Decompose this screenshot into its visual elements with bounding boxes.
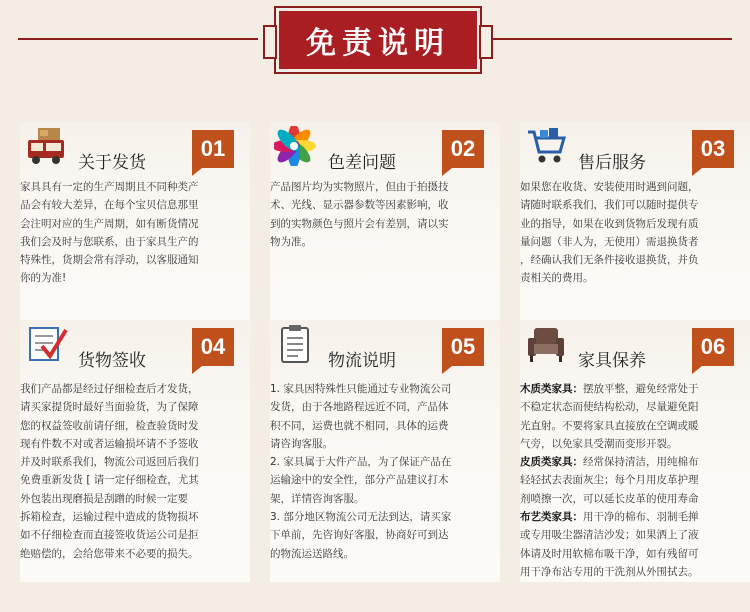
- card-body: [270, 178, 496, 251]
- body-line: 你的为准!: [20, 272, 67, 285]
- number-badge: 01: [192, 130, 234, 168]
- body-line: 3. 部分地区物流公司无法到达，请买家: [270, 511, 452, 524]
- card-maintenance: [520, 320, 750, 582]
- body-line: 如果您在收货、安装使用时遇到问题，: [520, 181, 699, 193]
- color-wheel-icon: [274, 126, 318, 166]
- delivery-truck-icon: [24, 126, 68, 166]
- body-line: 用干净布沾专用的干洗剂从外围拭去。: [520, 565, 699, 578]
- body-line: 请买家提货时最好当面验货，为了保障: [20, 401, 199, 414]
- body-line: 责相关的费用。: [520, 272, 594, 285]
- card-title: 物流说明: [328, 351, 396, 371]
- body-line: 会注明对应的生产周期，如有断货情况: [20, 217, 199, 230]
- body-line: 的物流运送路线。: [270, 547, 354, 560]
- body-line: 术、光线、显示器参数等因素影响，收: [270, 199, 449, 212]
- card-logistics: [270, 320, 500, 582]
- body-line-heading: 木质类家具：: [520, 383, 583, 395]
- card-title: 色差问题: [328, 153, 396, 173]
- body-line: 我们会及时与您联系，由于家具生产的: [20, 235, 199, 248]
- card-body: [520, 380, 746, 581]
- body-line: [520, 508, 746, 526]
- body-line: 并及时联系我们，物流公司返回后我们: [20, 456, 199, 469]
- body-line: 体请及时用软棉布吸干净，如有残留可: [520, 547, 699, 560]
- body-line: 如不仔细检查而直接签收货运公司是拒: [20, 529, 199, 542]
- body-line: 绝赔偿的，会给您带来不必要的损失。: [20, 547, 199, 560]
- body-line: 量问题（非人为，无使用）需退换货者: [520, 235, 699, 248]
- body-line-text: 经常保持清洁，用纯棉布: [583, 456, 699, 469]
- card-body: [520, 178, 746, 288]
- page-title: 免责说明: [306, 26, 450, 61]
- body-line: 我们产品都是经过仔细检查后才发货，: [20, 383, 199, 395]
- card-title: 货物签收: [78, 351, 146, 371]
- body-line: 到的实物颜色与照片会有差别，请以实: [270, 217, 449, 230]
- title-plaque: [276, 8, 480, 72]
- card-body: [20, 380, 246, 563]
- card-title: 关于发货: [78, 153, 146, 173]
- body-line: 品会有较大差异，在每个宝贝信息那里: [20, 199, 199, 212]
- body-line: 外包装出现磨损是刮蹭的时候一定要: [20, 492, 188, 505]
- body-line: 您的权益签收前请仔细，检查验货时发: [20, 419, 199, 432]
- card-title: 家具保养: [578, 351, 646, 371]
- body-line: 架，详情咨询客服。: [270, 492, 365, 505]
- body-line: 光直射。不要将家具直接放在空调或暖: [520, 419, 699, 432]
- shopping-cart-icon: [524, 126, 568, 166]
- body-line-text: 摆放平整，避免经常处于: [583, 383, 699, 395]
- body-line: 请咨询客服。: [270, 437, 333, 450]
- body-line: 或专用吸尘器清洁沙发；如果洒上了液: [520, 529, 699, 542]
- body-line: 轻轻拭去表面灰尘；每个月用皮革护理: [520, 474, 699, 487]
- body-line: 下单前，先咨询好客服，协商好可到达: [270, 529, 449, 542]
- clipboard-icon: [274, 324, 318, 364]
- card-body: [20, 178, 246, 288]
- body-line-heading: 布艺类家具：: [520, 511, 583, 524]
- body-line: 1. 家具因特殊性只能通过专业物流公司: [270, 383, 452, 395]
- card-receipt: [20, 320, 250, 582]
- body-line: ，经确认我们无条件接收退换货，并负: [520, 254, 699, 267]
- armchair-icon: [524, 324, 568, 364]
- body-line: 现有件数不对或者运输损坏请不予签收: [20, 437, 199, 450]
- number-badge: 03: [692, 130, 734, 168]
- checklist-icon: [24, 324, 68, 364]
- number-badge: 05: [442, 328, 484, 366]
- body-line: 免费重新发货 [ 请一定仔细检查，尤其: [20, 474, 199, 487]
- body-line: 剂喷擦一次，可以延长皮革的使用寿命: [520, 492, 699, 505]
- card-title: 售后服务: [578, 153, 646, 173]
- body-line: 不稳定状态而使结构松动，尽量避免阳: [520, 401, 699, 414]
- title-divider-left: [18, 38, 258, 40]
- number-badge: 04: [192, 328, 234, 366]
- body-line: 拆箱检查，运输过程中造成的货物损坏: [20, 511, 199, 524]
- body-line: 家具具有一定的生产周期且不同种类产: [20, 181, 199, 193]
- body-line: 发货，由于各地路程远近不同，产品体: [270, 401, 449, 414]
- body-line: 产品图片均为实物照片，但由于拍摄技: [270, 181, 449, 193]
- body-line: 积不同，运费也就不相同，具体的运费: [270, 419, 449, 432]
- body-line: 特殊性，货期会常有浮动，以客服通知: [20, 254, 199, 267]
- title-bar: [0, 0, 750, 72]
- number-badge: 06: [692, 328, 734, 366]
- body-line-heading: 皮质类家具：: [520, 456, 583, 469]
- body-line: [520, 380, 746, 398]
- body-line: 物为准。: [270, 235, 312, 248]
- body-line: 运输途中的安全性，部分产品建议打木: [270, 474, 449, 487]
- title-divider-right: [492, 38, 732, 40]
- body-line: [520, 453, 746, 471]
- body-line-text: 用干净的棉布、羽制毛掸: [583, 511, 699, 524]
- number-badge: 02: [442, 130, 484, 168]
- body-line: 2. 家具属于大件产品，为了保证产品在: [270, 456, 452, 469]
- card-body: [270, 380, 496, 563]
- body-line: 业的指导，如果在收到货物后发现有质: [520, 217, 699, 230]
- body-line: 请随时联系我们，我们可以随时提供专: [520, 199, 699, 212]
- body-line: 气旁，以免家具受潮而变形开裂。: [520, 437, 678, 450]
